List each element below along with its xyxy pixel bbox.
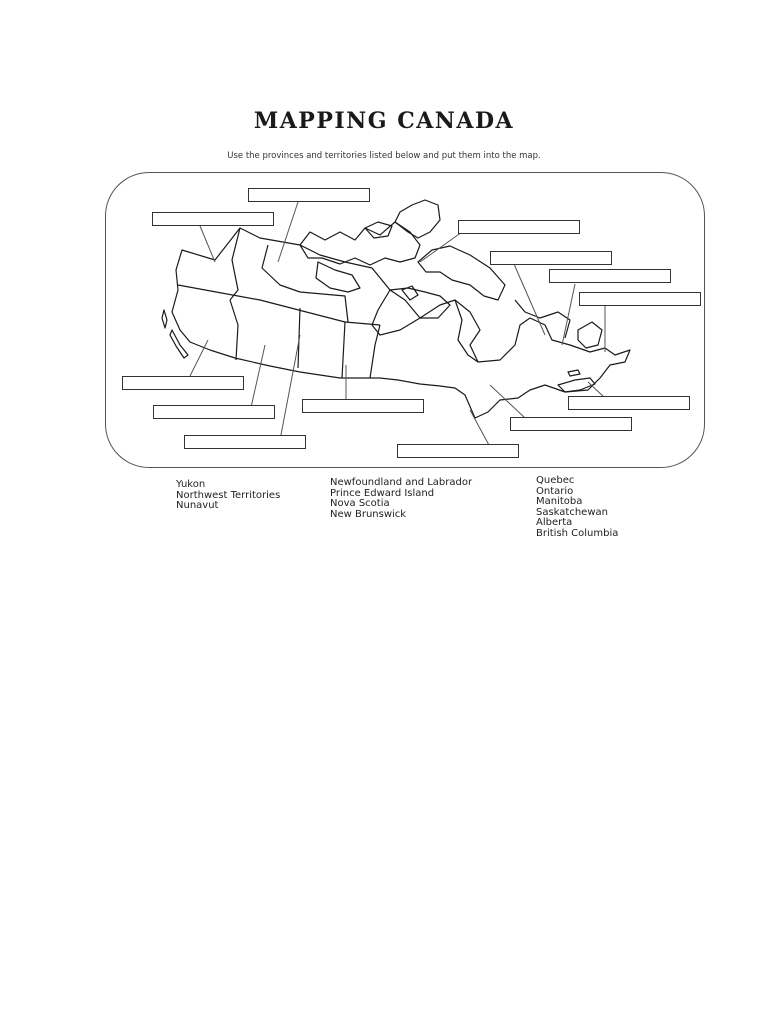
word-bank-column-1 — [176, 480, 280, 512]
newfoundland-outline — [578, 322, 602, 348]
label-box-7[interactable] — [122, 376, 244, 390]
label-box-2[interactable] — [248, 188, 370, 202]
hudson-bay-outline — [390, 288, 450, 318]
label-box-1[interactable] — [152, 212, 274, 226]
word-bank-item: British Columbia — [536, 527, 619, 539]
word-bank-item: Yukon — [176, 479, 206, 490]
label-box-11[interactable] — [397, 444, 519, 458]
word-bank-item: Northwest Territories — [176, 489, 281, 501]
label-box-13[interactable] — [568, 396, 690, 410]
leader-line-3 — [420, 232, 462, 262]
label-box-6[interactable] — [579, 292, 701, 306]
nova-scotia-outline — [558, 378, 595, 392]
word-bank-item: Manitoba — [536, 496, 583, 507]
border-manitoba-ontario — [370, 325, 380, 378]
word-bank-item: Nunavut — [176, 500, 219, 511]
victoria-island-outline — [316, 262, 360, 292]
worksheet-instructions: Use the provinces and territories listed below and put them into the map. — [227, 151, 541, 161]
label-box-9[interactable] — [184, 435, 306, 449]
ellesmere-island-outline — [395, 200, 440, 238]
leader-line-8 — [250, 345, 265, 412]
word-bank-item: Saskatchewan — [536, 506, 608, 518]
label-box-5[interactable] — [549, 269, 671, 283]
leader-line-9 — [280, 335, 300, 440]
worksheet-title: MAPPING CANADA — [253, 108, 515, 134]
label-box-8[interactable] — [153, 405, 275, 419]
leader-line-4 — [514, 264, 545, 335]
label-box-3[interactable] — [458, 220, 580, 234]
label-box-12[interactable] — [510, 417, 632, 431]
leader-line-12 — [490, 385, 525, 418]
word-bank-item: Alberta — [536, 517, 573, 528]
word-bank-item: Nova Scotia — [330, 498, 390, 509]
border-nwt — [262, 245, 348, 322]
border-quebec-labrador — [515, 300, 570, 338]
word-bank-item: Newfoundland and Labrador — [330, 477, 473, 488]
word-bank-item: Prince Edward Island — [330, 487, 435, 499]
vancouver-island-outline — [170, 330, 188, 358]
border-sask-manitoba — [342, 322, 345, 378]
word-bank-item: Ontario — [536, 485, 574, 497]
leader-line-5 — [562, 284, 575, 345]
leader-line-2 — [278, 202, 298, 262]
arctic-islands-outline — [300, 222, 420, 265]
pei-outline — [568, 370, 580, 376]
label-box-10[interactable] — [302, 399, 424, 413]
word-bank-item: New Brunswick — [330, 508, 407, 520]
haida-gwaii-outline — [162, 310, 167, 328]
label-box-4[interactable] — [490, 251, 612, 265]
leader-line-7 — [188, 340, 208, 380]
border-bc-alberta — [230, 300, 238, 360]
word-bank-column-2 — [330, 478, 472, 520]
word-bank-column-3 — [536, 476, 618, 539]
word-bank-item: Quebec — [536, 475, 575, 486]
